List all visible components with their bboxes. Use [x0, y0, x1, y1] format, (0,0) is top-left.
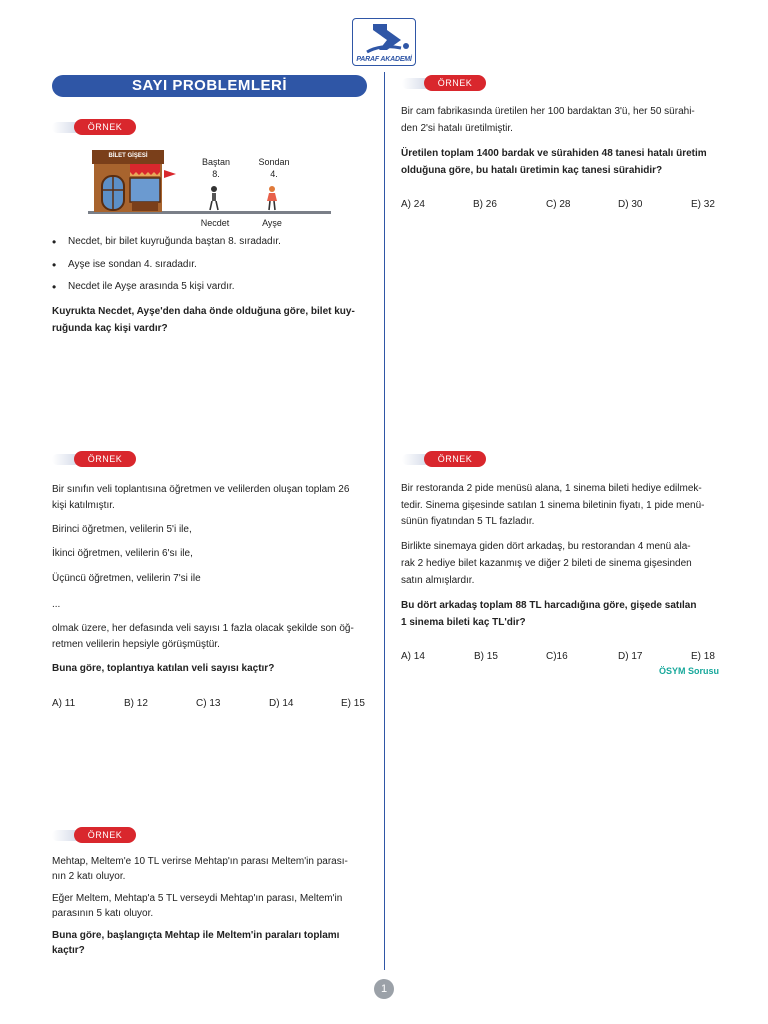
answer-option-d[interactable]: D) 17 [618, 651, 643, 662]
answer-option-e[interactable]: E) 15 [341, 698, 365, 709]
example-label: ÖRNEK [74, 827, 136, 843]
answer-option-b[interactable]: B) 15 [474, 651, 498, 662]
logo-text: PARAF AKADEMİ [356, 56, 412, 63]
problem-text: Bir restoranda 2 pide menüsü alana, 1 sinema bileti hediye edilmek- [401, 483, 702, 494]
problem-text: kişi katılmıştır. [52, 500, 115, 511]
problem-text: olmak üzere, her defasında veli sayısı 1 fazla olacak şekilde son öğ- [52, 623, 354, 634]
back-label: Sondan [258, 157, 290, 167]
example-label: ÖRNEK [74, 451, 136, 467]
problem-text: Birlikte sinemaya giden dört arkadaş, bu restorandan 4 menü ala- [401, 541, 691, 552]
bullet-item: • Ayşe ise sondan 4. sıradadır. [68, 259, 197, 270]
page-number: 1 [374, 979, 394, 999]
answer-option-b[interactable]: B) 12 [124, 698, 148, 709]
person-ayse: Ayşe [262, 218, 282, 228]
bullet-item: • Necdet, bir bilet kuyruğunda baştan 8. sıradadır. [68, 236, 281, 247]
back-number: 4. [270, 169, 278, 179]
logo-mark-icon [357, 22, 413, 56]
example-badge [52, 451, 136, 467]
ellipsis: ... [52, 599, 61, 610]
column-divider [384, 72, 385, 970]
example-label: ÖRNEK [424, 75, 486, 91]
question-text: Buna göre, başlangıçta Mehtap ile Meltem'in paraları toplamı [52, 930, 340, 941]
problem-text: retmen velilerin hepsiyle görüşmüştür. [52, 639, 220, 650]
problem-text: Bir sınıfın veli toplantısına öğretmen ve velilerden oluşan toplam 26 [52, 484, 350, 495]
answer-option-b[interactable]: B) 26 [473, 199, 497, 210]
answer-option-e[interactable]: E) 18 [691, 651, 715, 662]
question-text: kaçtır? [52, 945, 85, 956]
section-title: SAYI PROBLEMLERİ [52, 75, 367, 97]
problem-text: sünün fiyatından 5 TL fazladır. [401, 516, 535, 527]
answer-option-c[interactable]: C) 28 [546, 199, 571, 210]
problem-text: den 2'si hatalı üretilmiştir. [401, 123, 513, 134]
answer-option-e[interactable]: E) 32 [691, 199, 715, 210]
example-badge [402, 451, 486, 467]
answer-option-a[interactable]: A) 11 [52, 698, 76, 709]
problem-text: Eğer Meltem, Mehtap'a 5 TL verseydi Mehtap'ın parası, Meltem'in [52, 893, 343, 904]
source-badge: ÖSYM Sorusu [659, 666, 720, 676]
example-label: ÖRNEK [424, 451, 486, 467]
problem-text: Mehtap, Meltem'e 10 TL verirse Mehtap'ın parası Meltem'in parası- [52, 856, 348, 867]
answer-option-a[interactable]: A) 24 [401, 199, 425, 210]
question-text: olduğuna göre, bu hatalı üretimin kaç tanesi sürahidir? [401, 165, 663, 176]
problem-text: Bir cam fabrikasında üretilen her 100 bardaktan 3'ü, her 50 sürahi- [401, 106, 695, 117]
front-number: 8. [212, 169, 220, 179]
problem-text: parasının 5 katı oluyor. [52, 908, 154, 919]
answer-option-c[interactable]: C)16 [546, 651, 568, 662]
problem-text: satın almışlardır. [401, 575, 475, 586]
answer-option-a[interactable]: A) 14 [401, 651, 425, 662]
paraf-akademi-logo [352, 18, 416, 66]
booth-sign: BİLET GİŞESİ [108, 153, 148, 159]
question-text: Bu dört arkadaş toplam 88 TL harcadığına göre, gişede satılan [401, 600, 697, 611]
example-badge [52, 827, 136, 843]
example-label: ÖRNEK [74, 119, 136, 135]
person-necdet: Necdet [200, 218, 230, 228]
question-text: Üretilen toplam 1400 bardak ve sürahiden 48 tanesi hatalı üretim [401, 148, 707, 159]
answer-option-c[interactable]: C) 13 [196, 698, 221, 709]
question-text: 1 sinema bileti kaç TL'dir? [401, 617, 526, 628]
question-text: Kuyrukta Necdet, Ayşe'den daha önde olduğuna göre, bilet kuy- [52, 306, 355, 317]
problem-text: tedir. Sinema gişesinde satılan 1 sinema biletinin fiyatı, 1 pide menü- [401, 500, 705, 511]
problem-text: rak 2 hediye bilet kazanmış ve diğer 2 bileti de sinema gişesinden [401, 558, 692, 569]
example-badge [402, 75, 486, 91]
problem-text: nın 2 katı oluyor. [52, 871, 126, 882]
problem-text: İkinci öğretmen, velilerin 6'sı ile, [52, 548, 193, 559]
bullet-item: • Necdet ile Ayşe arasında 5 kişi vardır. [68, 281, 235, 292]
problem-text: Birinci öğretmen, velilerin 5'i ile, [52, 524, 192, 535]
front-label: Baştan [201, 157, 231, 167]
answer-option-d[interactable]: D) 14 [269, 698, 294, 709]
example-badge [52, 119, 136, 135]
problem-text: Üçüncü öğretmen, velilerin 7'si ile [52, 573, 201, 584]
question-text: Buna göre, toplantıya katılan veli sayısı kaçtır? [52, 663, 275, 674]
question-text: ruğunda kaç kişi vardır? [52, 323, 168, 334]
answer-option-d[interactable]: D) 30 [618, 199, 643, 210]
